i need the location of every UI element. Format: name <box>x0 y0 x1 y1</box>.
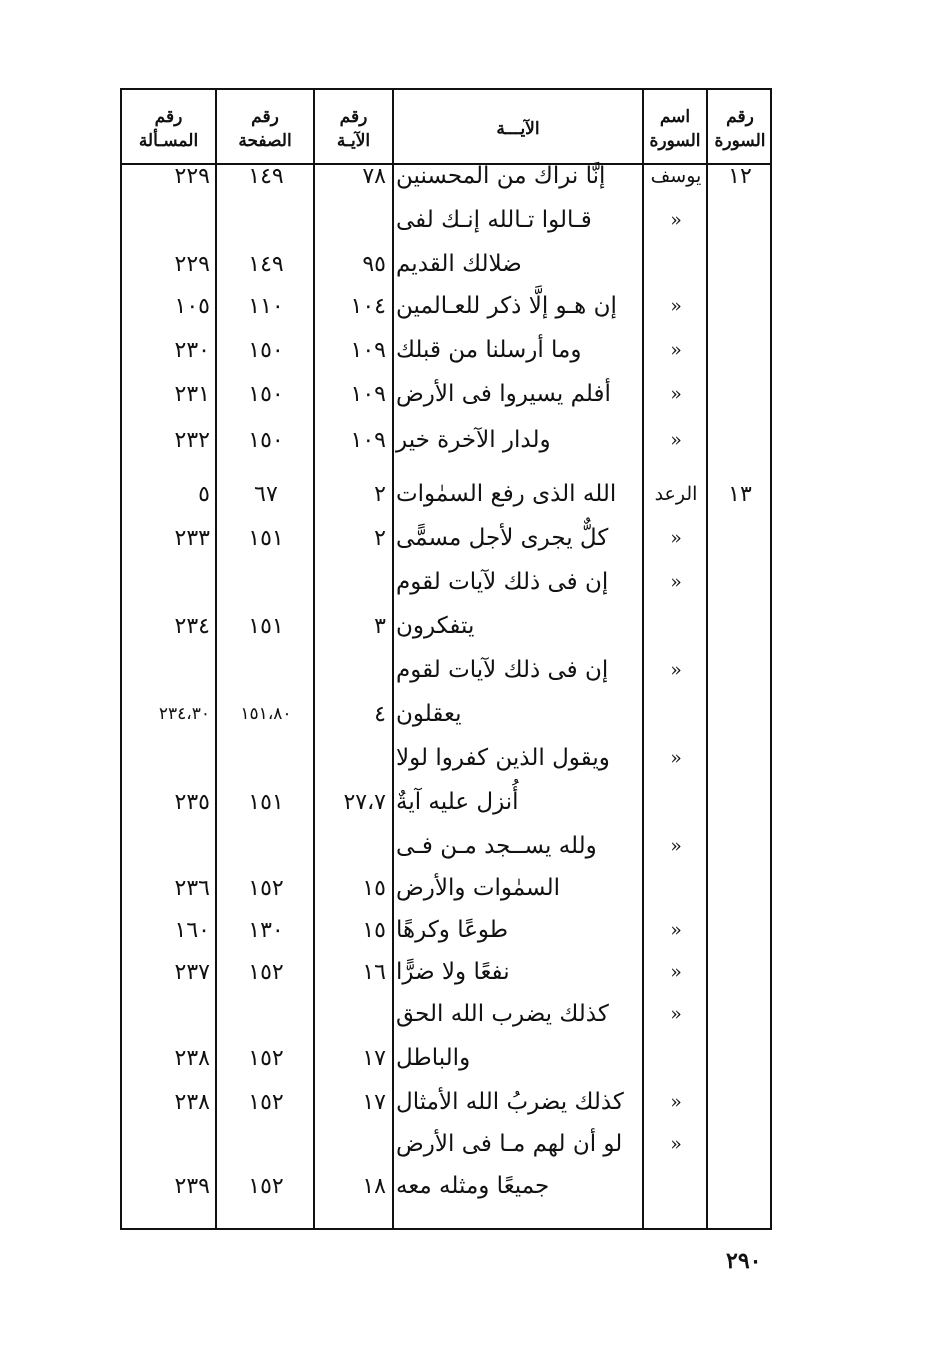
ayah-text-cell: كذلك يضربُ الله الأمثال <box>396 1089 624 1115</box>
sura-name-cell: » <box>670 383 682 405</box>
table-row <box>0 736 925 780</box>
table-row <box>0 284 925 328</box>
ayah-number-cell: ١٧ <box>362 1089 386 1115</box>
page-number-cell <box>218 560 314 604</box>
table-row <box>0 1122 925 1166</box>
masala-number-cell <box>120 198 218 242</box>
ayah-number-cell: ١٦ <box>362 959 386 985</box>
sura-name-cell: » <box>670 919 682 941</box>
ayah-text-cell: إن هـو إلَّا ذكر للعـالمين <box>396 293 617 319</box>
page-number-cell <box>218 736 314 780</box>
ayah-number-cell: ١٠٩ <box>350 427 386 453</box>
sura-number-cell <box>708 372 772 416</box>
ayah-number-cell: ٤ <box>374 701 386 727</box>
masala-number-cell <box>120 824 218 868</box>
table-row <box>0 950 925 994</box>
ayah-text-cell: السمٰوات والأرض <box>396 875 560 901</box>
sura-number-cell <box>708 992 772 1036</box>
sura-name-cell <box>644 1036 708 1080</box>
masala-number-cell: ٢٣٣ <box>174 525 210 551</box>
table-row <box>0 866 925 910</box>
page-number-cell <box>218 1122 314 1166</box>
sura-name-cell: » <box>670 835 682 857</box>
ayah-text-cell: قـالوا تـالله إنـك لفى <box>396 207 592 233</box>
masala-number-cell <box>120 560 218 604</box>
page-number-cell: ١٥١،٨٠ <box>240 704 292 724</box>
table-row <box>0 154 925 198</box>
table-row <box>0 692 925 736</box>
table-row <box>0 560 925 604</box>
ayah-text-cell: الله الذى رفع السمٰوات <box>396 481 617 507</box>
ayah-number-cell <box>314 736 394 780</box>
sura-name-cell <box>644 780 708 824</box>
page-number-cell: ١٥٢ <box>248 1089 284 1115</box>
ayah-number-cell: ٧٨ <box>362 163 386 189</box>
sura-name-cell <box>644 1164 708 1208</box>
ayah-text-cell: لو أن لهم مـا فى الأرض <box>396 1131 623 1157</box>
masala-number-cell: ١٠٥ <box>174 293 210 319</box>
sura-number-cell <box>708 284 772 328</box>
ayah-text-cell: ولدار الآخرة خير <box>396 427 551 453</box>
page-number-cell <box>218 824 314 868</box>
sura-number-cell <box>708 418 772 462</box>
sura-name-cell: » <box>670 961 682 983</box>
ayah-text-cell: إن فى ذلك لآيات لقوم <box>396 657 609 683</box>
sura-name-cell: يوسف <box>650 165 702 187</box>
ayah-text-cell: أُنزل عليه آيةٌ <box>396 789 519 815</box>
masala-number-cell: ٢٣١ <box>174 381 210 407</box>
table-row <box>0 1164 925 1208</box>
page-number-cell: ١٥٢ <box>248 875 284 901</box>
sura-number-cell <box>708 1164 772 1208</box>
table-row <box>0 1080 925 1124</box>
masala-number-cell: ٢٢٩ <box>174 251 210 277</box>
page-number-cell: ١٥٠ <box>248 337 284 363</box>
page-number-cell: ٦٧ <box>254 481 278 507</box>
ayah-number-cell: ١٠٤ <box>350 293 386 319</box>
sura-name-cell: » <box>670 339 682 361</box>
ayah-text-cell: يتفكرون <box>396 613 475 639</box>
masala-number-cell <box>120 992 218 1036</box>
ayah-number-cell: ٢٧،٧ <box>343 789 386 815</box>
masala-number-cell: ٢٣٠ <box>174 337 210 363</box>
page-number-cell <box>218 992 314 1036</box>
sura-number-cell <box>708 780 772 824</box>
ayah-text-cell: جميعًا ومثله معه <box>396 1173 550 1199</box>
header-ayah: الآيـــة <box>496 119 540 139</box>
sura-name-cell: » <box>670 527 682 549</box>
sura-name-cell <box>644 692 708 736</box>
ayah-text-cell: طوعًا وكرهًا <box>396 917 509 943</box>
ayah-number-cell: ٢ <box>374 481 386 507</box>
table-row <box>0 472 925 516</box>
sura-number-cell <box>708 648 772 692</box>
sura-name-cell: » <box>670 1091 682 1113</box>
table-row <box>0 242 925 286</box>
table-row <box>0 418 925 462</box>
sura-number-cell <box>708 866 772 910</box>
page-number-cell: ١٥٢ <box>248 959 284 985</box>
sura-number-cell <box>708 736 772 780</box>
masala-number-cell <box>120 648 218 692</box>
sura-name-cell: » <box>670 1003 682 1025</box>
ayah-number-cell <box>314 198 394 242</box>
ayah-number-cell <box>314 992 394 1036</box>
header-page-number: رقم الصفحة <box>238 107 292 151</box>
sura-name-cell: » <box>670 1133 682 1155</box>
ayah-text-cell: كلٌّ يجرى لأجل مسمًّى <box>396 525 609 551</box>
page-number-cell: ١٥٠ <box>248 381 284 407</box>
sura-number-cell <box>708 198 772 242</box>
ayah-number-cell: ٩٥ <box>362 251 386 277</box>
table-row <box>0 328 925 372</box>
sura-number-cell <box>708 516 772 560</box>
masala-number-cell <box>120 736 218 780</box>
ayah-text-cell: إن فى ذلك لآيات لقوم <box>396 569 609 595</box>
ayah-number-cell: ١٧ <box>362 1045 386 1071</box>
page-number: ٢٩٠ <box>726 1248 762 1274</box>
sura-name-cell: » <box>670 429 682 451</box>
page-number-cell: ١٤٩ <box>248 163 284 189</box>
sura-number-cell: ١٢ <box>728 163 752 189</box>
ayah-text-cell: ولله يســجد مـن فـى <box>396 833 597 859</box>
masala-number-cell: ٥ <box>198 481 210 507</box>
sura-number-cell <box>708 604 772 648</box>
masala-number-cell: ٢٣٩ <box>174 1173 210 1199</box>
header-masala-number: رقم المسـألة <box>138 107 199 151</box>
ayah-number-cell <box>314 824 394 868</box>
ayah-text-cell: إنَّا نراك من المحسنين <box>396 163 606 189</box>
ayah-number-cell: ١٠٩ <box>350 337 386 363</box>
page-number-cell: ١٥١ <box>248 525 284 551</box>
page-number-cell: ١٥٢ <box>248 1173 284 1199</box>
ayah-number-cell <box>314 648 394 692</box>
ayah-number-cell <box>314 560 394 604</box>
ayah-text-cell: وما أرسلنا من قبلك <box>396 337 582 363</box>
sura-name-cell: » <box>670 571 682 593</box>
sura-name-cell: » <box>670 209 682 231</box>
header-sura-number: رقم السورة <box>714 107 766 151</box>
sura-name-cell: » <box>670 747 682 769</box>
ayah-number-cell: ١٥ <box>362 917 386 943</box>
masala-number-cell: ٢٣٢ <box>174 427 210 453</box>
ayah-text-cell: ويقول الذين كفروا لولا <box>396 745 610 771</box>
ayah-number-cell: ٣ <box>374 613 386 639</box>
sura-number-cell <box>708 692 772 736</box>
sura-number-cell: ١٣ <box>728 481 752 507</box>
header-ayah-number: رقم الآيـة <box>336 107 371 151</box>
sura-number-cell <box>708 908 772 952</box>
masala-number-cell: ٢٣٤،٣٠ <box>158 704 210 724</box>
table-row <box>0 604 925 648</box>
ayah-number-cell: ٢ <box>374 525 386 551</box>
page-number-cell: ١٥٠ <box>248 427 284 453</box>
ayah-number-cell <box>314 1122 394 1166</box>
page-number-cell: ١١٠ <box>248 293 284 319</box>
ayah-text-cell: يعقلون <box>396 701 462 727</box>
table-row <box>0 198 925 242</box>
sura-name-cell: الرعد <box>654 483 698 505</box>
sura-number-cell <box>708 1036 772 1080</box>
sura-name-cell <box>644 866 708 910</box>
sura-name-cell: » <box>670 295 682 317</box>
header-sura-name: اسم السورة <box>649 107 701 151</box>
sura-number-cell <box>708 950 772 994</box>
sura-name-cell <box>644 242 708 286</box>
masala-number-cell: ٢٣٨ <box>174 1045 210 1071</box>
table-row <box>0 516 925 560</box>
sura-number-cell <box>708 824 772 868</box>
sura-number-cell <box>708 328 772 372</box>
table-row <box>0 648 925 692</box>
page-number-cell: ١٥١ <box>248 613 284 639</box>
ayah-text-cell: نفعًا ولا ضرًّا <box>396 959 510 985</box>
masala-number-cell: ٢٣٤ <box>174 613 210 639</box>
masala-number-cell: ٢٣٦ <box>174 875 210 901</box>
table-row <box>0 824 925 868</box>
masala-number-cell <box>120 1122 218 1166</box>
ayah-text-cell: كذلك يضرب الله الحق <box>396 1001 609 1027</box>
table-row <box>0 908 925 952</box>
ayah-number-cell: ١٠٩ <box>350 381 386 407</box>
page-number-cell: ١٤٩ <box>248 251 284 277</box>
sura-number-cell <box>708 560 772 604</box>
ayah-number-cell: ١٨ <box>362 1173 386 1199</box>
sura-name-cell <box>644 604 708 648</box>
ayah-text-cell: والباطل <box>396 1045 471 1071</box>
page-number-cell: ١٣٠ <box>248 917 284 943</box>
page-number-cell <box>218 198 314 242</box>
table-row <box>0 372 925 416</box>
sura-number-cell <box>708 1080 772 1124</box>
page-number-cell: ١٥١ <box>248 789 284 815</box>
ayah-number-cell: ١٥ <box>362 875 386 901</box>
sura-number-cell <box>708 242 772 286</box>
ayah-text-cell: أفلم يسيروا فى الأرض <box>396 381 611 407</box>
sura-name-cell: » <box>670 659 682 681</box>
masala-number-cell: ٢٣٧ <box>174 959 210 985</box>
table-row <box>0 780 925 824</box>
table-row <box>0 992 925 1036</box>
masala-number-cell: ٢٢٩ <box>174 163 210 189</box>
ayah-text-cell: ضلالك القديم <box>396 251 522 277</box>
page-number-cell <box>218 648 314 692</box>
masala-number-cell: ٢٣٥ <box>174 789 210 815</box>
table-row <box>0 1036 925 1080</box>
sura-number-cell <box>708 1122 772 1166</box>
masala-number-cell: ١٦٠ <box>174 917 210 943</box>
page-number-cell: ١٥٢ <box>248 1045 284 1071</box>
masala-number-cell: ٢٣٨ <box>174 1089 210 1115</box>
